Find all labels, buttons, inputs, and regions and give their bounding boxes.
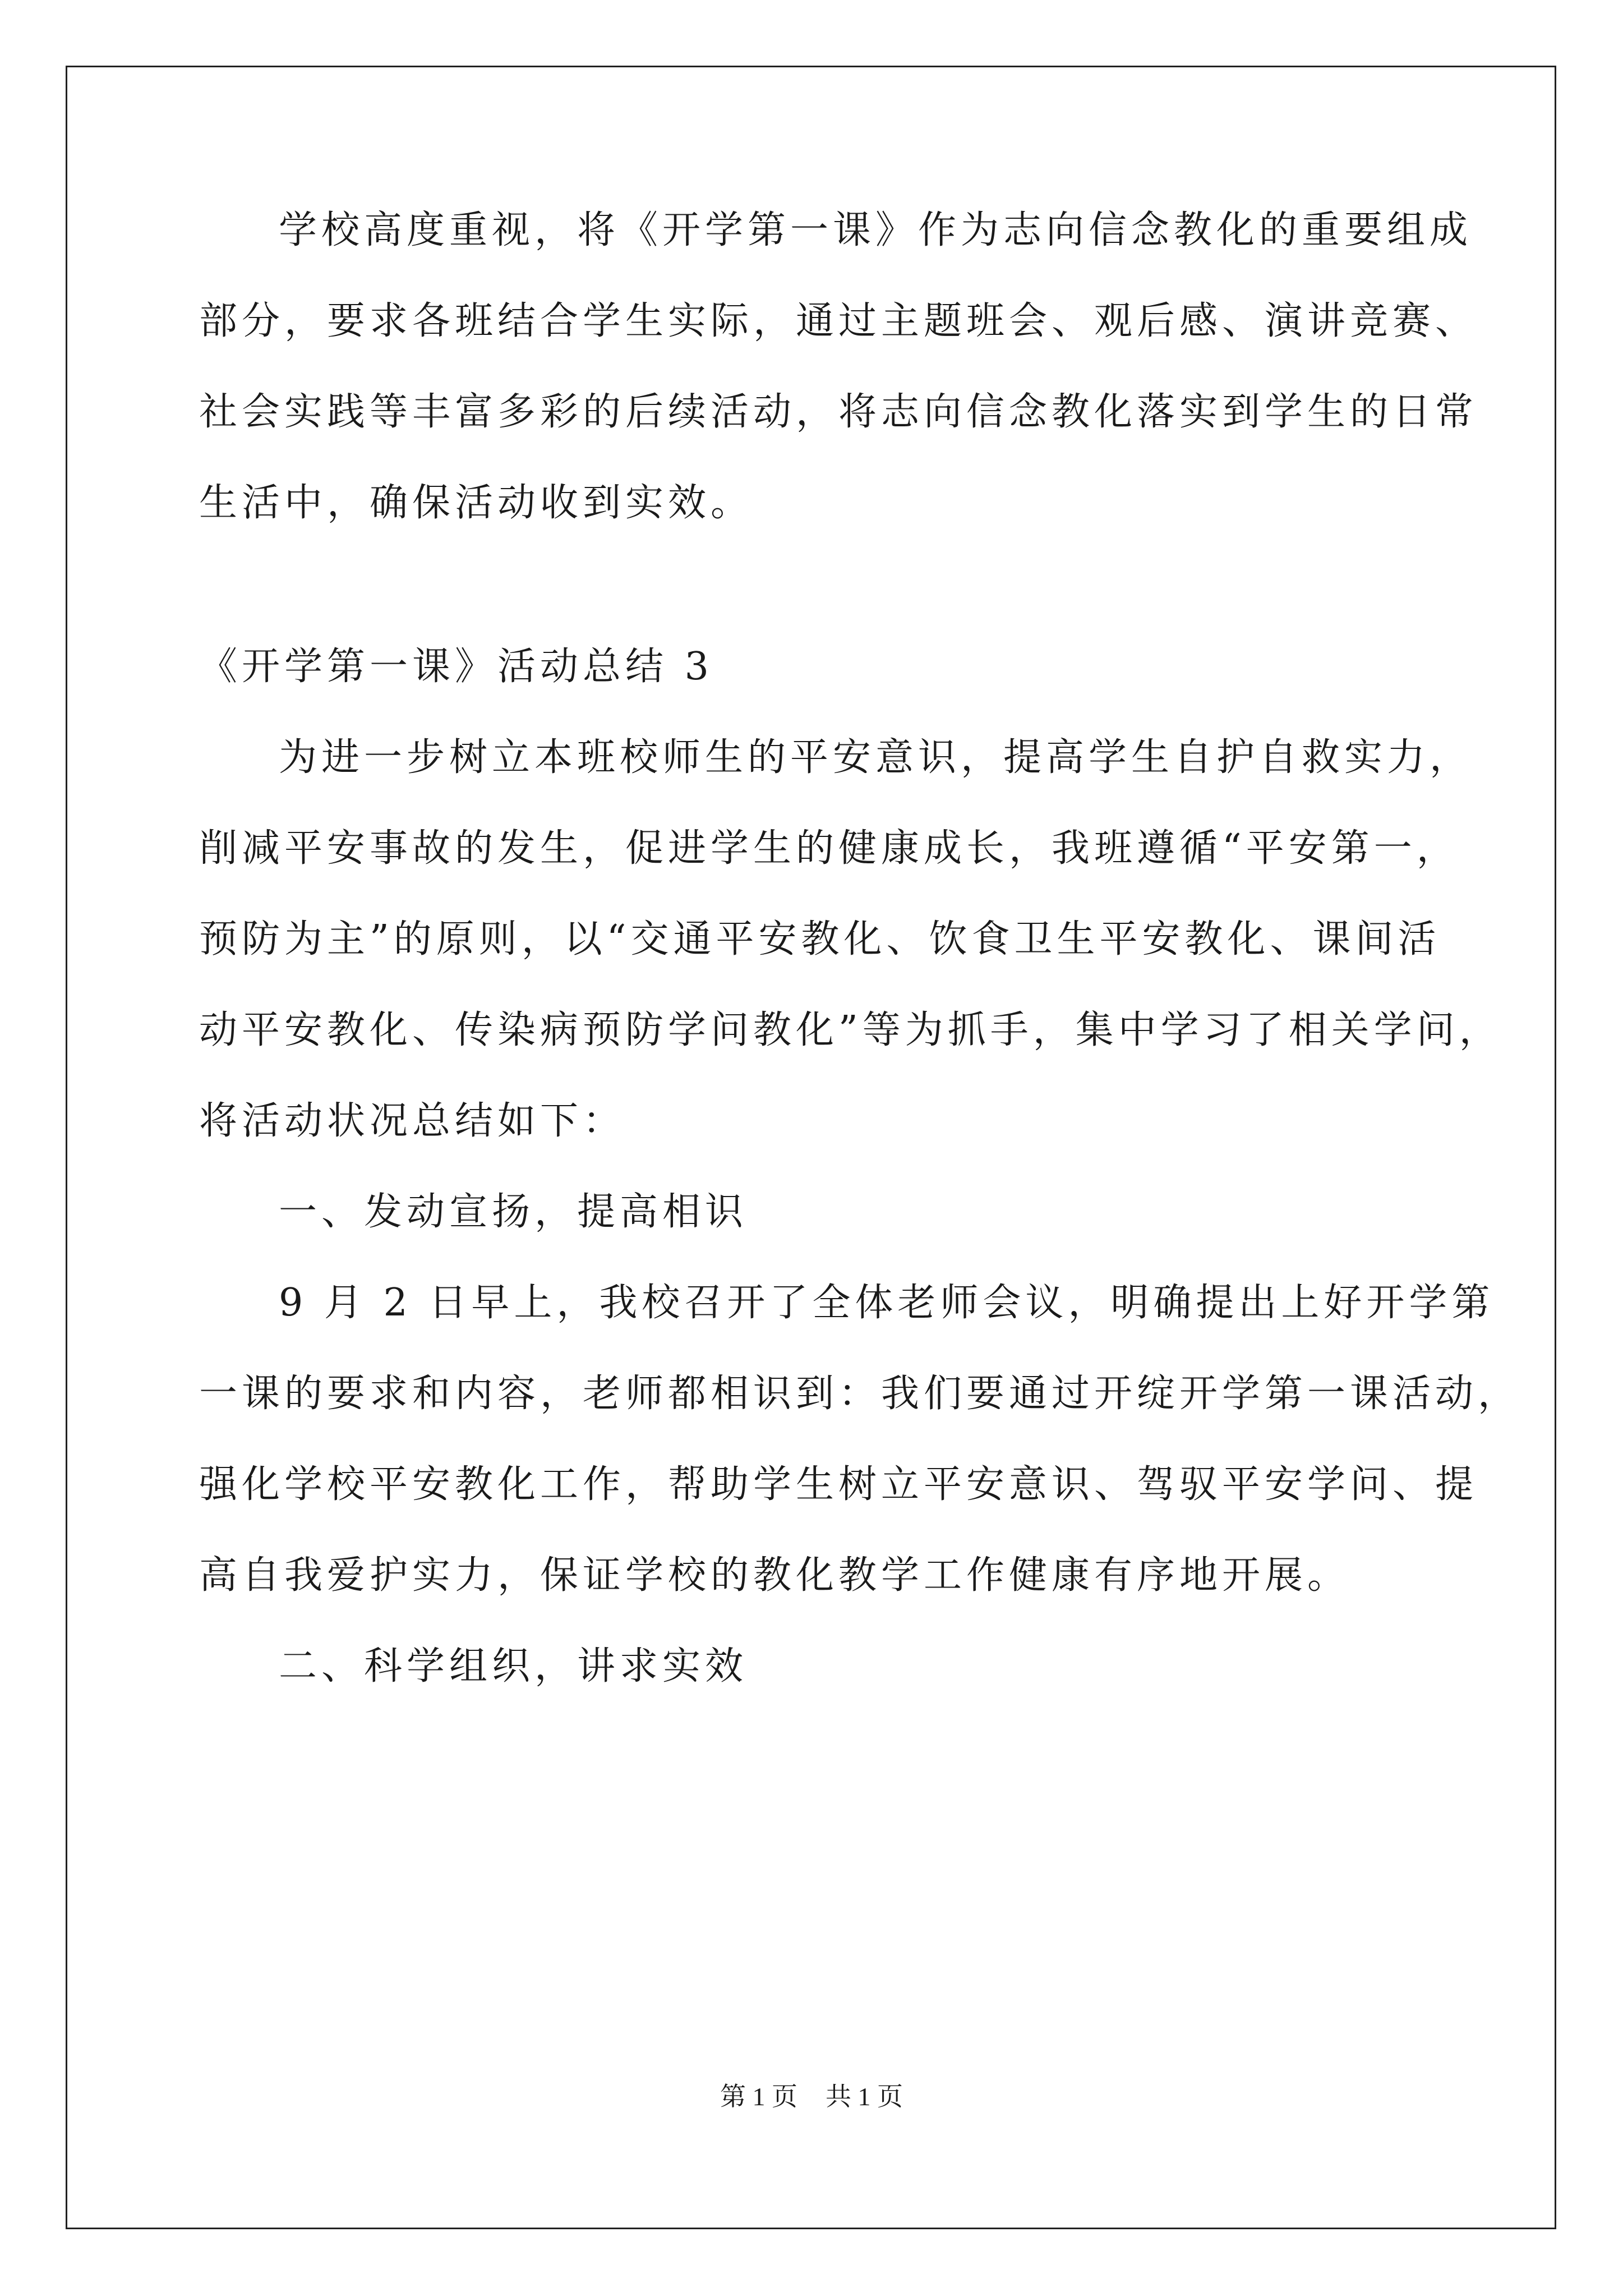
page-number-total: 共 1 页 [826,2082,903,2111]
paragraph-2-line-3: 预防为主”的原则，以“交通平安教化、饮食卫生平安教化、课间活 [199,917,1441,961]
subheading-1: 一、发动宣扬，提高相识 [279,1190,748,1234]
page-footer [0,2081,1623,2113]
paragraph-2-line-4: 动平安教化、传染病预防学问教化”等为抓手，集中学习了相关学问， [199,1008,1502,1052]
paragraph-2-line-1: 为进一步树立本班校师生的平安意识，提高学生自护自救实力， [279,735,1473,780]
paragraph-2-line-5: 将活动状况总结如下： [199,1099,626,1143]
paragraph-3-line-4: 高自我爱护实力，保证学校的教化教学工作健康有序地开展。 [199,1553,1350,1598]
paragraph-3-line-2: 一课的要求和内容，老师都相识到：我们要通过开绽开学第一课活动， [199,1372,1521,1416]
paragraph-3-line-1: 9 月 2 日早上，我校召开了全体老师会议，明确提出上好开学第 [279,1281,1495,1325]
paragraph-3-line-3: 强化学校平安教化工作，帮助学生树立平安意识、驾驭平安学问、提 [199,1462,1478,1507]
paragraph-1-line-4: 生活中，确保活动收到实效。 [199,481,754,525]
paragraph-2-line-2: 削减平安事故的发生，促进学生的健康成长，我班遵循“平安第一， [199,826,1459,871]
paragraph-1-line-1: 学校高度重视，将《开学第一课》作为志向信念教化的重要组成 [279,208,1473,252]
paragraph-1-line-3: 社会实践等丰富多彩的后续活动，将志向信念教化落实到学生的日常 [199,390,1478,434]
paragraph-1-line-2: 部分，要求各班结合学生实际，通过主题班会、观后感、演讲竞赛、 [199,299,1478,343]
page-number-current: 第 1 页 [720,2082,797,2111]
document-body [199,208,1521,1734]
section-heading: 《开学第一课》活动总结 3 [199,645,713,689]
subheading-2: 二、科学组织，讲求实效 [279,1644,748,1688]
